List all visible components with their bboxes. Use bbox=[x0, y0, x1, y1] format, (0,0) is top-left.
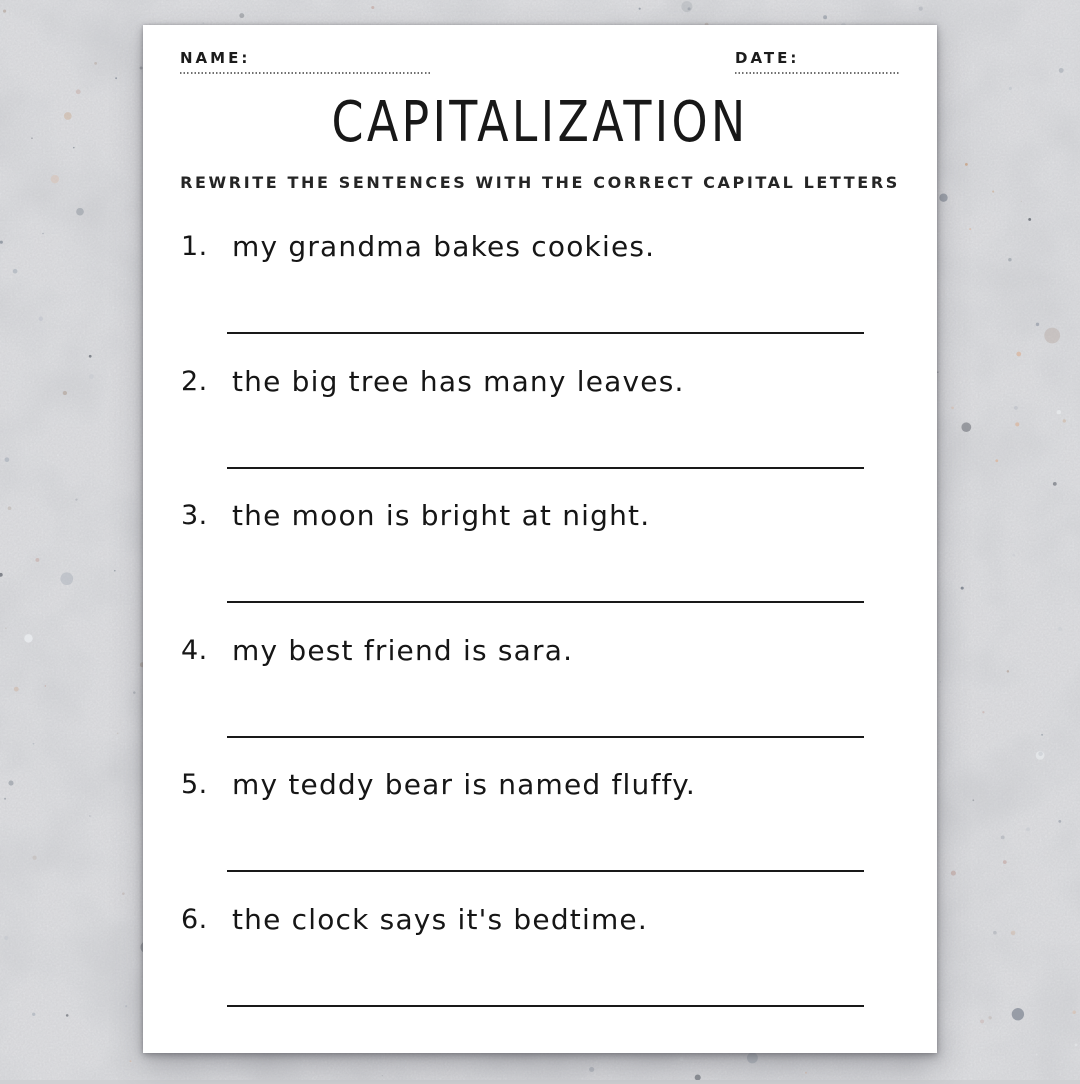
question-number: 5. bbox=[181, 769, 208, 801]
answer-line[interactable] bbox=[227, 601, 864, 603]
question-sentence: the big tree has many leaves. bbox=[232, 364, 685, 398]
question-item-1 bbox=[181, 229, 902, 364]
sentence-row bbox=[181, 902, 902, 938]
answer-line[interactable] bbox=[227, 736, 864, 738]
question-sentence: the moon is bright at night. bbox=[232, 499, 651, 533]
question-sentence: my teddy bear is named fluffy. bbox=[232, 768, 696, 802]
question-item-5 bbox=[181, 767, 902, 902]
question-number: 1. bbox=[181, 231, 208, 262]
sentence-row bbox=[181, 767, 902, 803]
question-number: 6. bbox=[181, 903, 208, 935]
question-sentence: my grandma bakes cookies. bbox=[232, 230, 656, 263]
question-item-4 bbox=[181, 633, 902, 768]
sentence-row bbox=[181, 229, 902, 265]
date-label: DATE: bbox=[735, 49, 800, 67]
question-item-3 bbox=[181, 498, 902, 633]
sentence-row bbox=[181, 364, 902, 400]
question-number: 4. bbox=[181, 634, 208, 666]
question-item-6 bbox=[181, 902, 902, 1037]
worksheet-paper bbox=[143, 25, 937, 1053]
instructions-text: REWRITE THE SENTENCES WITH THE CORRECT CAPITAL LETTERS bbox=[180, 173, 900, 192]
sentence-row bbox=[181, 633, 902, 669]
answer-line[interactable] bbox=[227, 1005, 864, 1007]
question-sentence: the clock says it's bedtime. bbox=[232, 902, 648, 936]
question-sentence: my best friend is sara. bbox=[232, 633, 574, 667]
date-field bbox=[735, 51, 899, 74]
name-field bbox=[180, 51, 432, 74]
questions-list bbox=[181, 229, 902, 1037]
answer-line[interactable] bbox=[227, 467, 864, 469]
page-title: CAPITALIZATION bbox=[331, 90, 749, 155]
question-item-2 bbox=[181, 364, 902, 499]
answer-line[interactable] bbox=[227, 332, 864, 334]
question-number: 2. bbox=[181, 365, 208, 397]
question-number: 3. bbox=[181, 500, 208, 532]
name-label: NAME: bbox=[180, 49, 251, 67]
sentence-row bbox=[181, 498, 902, 534]
date-fill-line[interactable] bbox=[735, 72, 899, 74]
answer-line[interactable] bbox=[227, 870, 864, 872]
header-row bbox=[180, 51, 899, 74]
name-fill-line[interactable] bbox=[180, 72, 432, 74]
